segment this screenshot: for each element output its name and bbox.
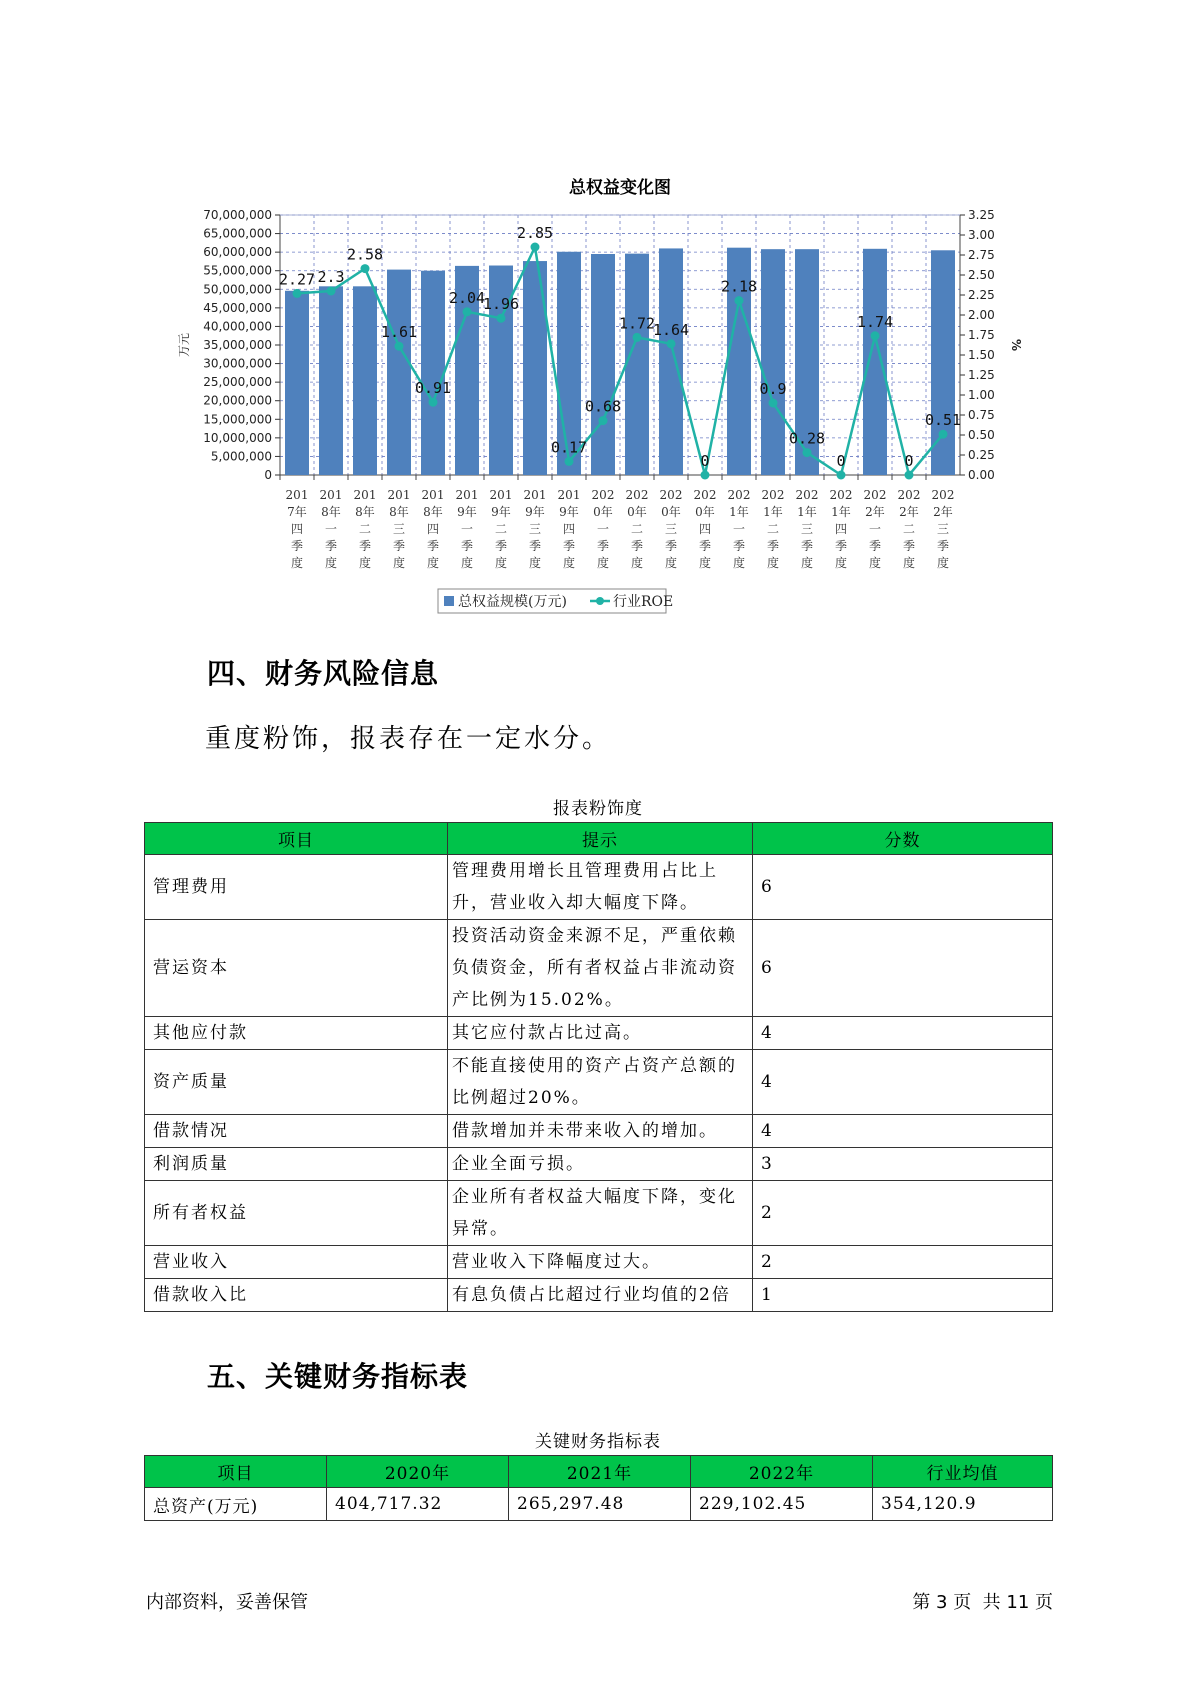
- x-tick-label: 度: [528, 556, 542, 570]
- x-tick-label: 0年: [627, 505, 647, 519]
- roe-point: [497, 314, 506, 323]
- risk-score: 3: [753, 1148, 1053, 1181]
- y-axis-right-label: %: [1009, 338, 1023, 352]
- table-row: [145, 1148, 1053, 1181]
- left-tick-label: 15,000,000: [203, 412, 272, 427]
- table-row: [145, 1017, 1053, 1050]
- bar: [421, 271, 445, 475]
- right-tick-label: 2.00: [968, 308, 995, 322]
- left-tick-label: 50,000,000: [203, 282, 272, 297]
- x-tick-label: 7年: [287, 505, 307, 519]
- left-tick-label: 25,000,000: [203, 375, 272, 390]
- risk-score: 4: [753, 1050, 1053, 1115]
- right-tick-label: 1.25: [968, 368, 995, 382]
- table-row: [145, 1246, 1053, 1279]
- risk-item: 营运资本: [145, 920, 448, 1017]
- left-tick-label: 10,000,000: [203, 430, 272, 445]
- section4-heading: 四、财务风险信息: [207, 657, 440, 690]
- roe-data-label: 2.27: [278, 270, 316, 289]
- x-tick-label: 度: [766, 556, 780, 570]
- roe-point: [565, 457, 574, 466]
- x-tick-label: 度: [664, 556, 678, 570]
- x-tick-label: 度: [290, 556, 304, 570]
- x-tick-label: 2年: [865, 505, 885, 519]
- header-item: 项目: [145, 1456, 327, 1488]
- bar: [761, 249, 785, 475]
- x-tick-label: 202: [863, 488, 887, 502]
- bar: [353, 286, 377, 475]
- right-tick-label: 1.75: [968, 328, 995, 342]
- roe-data-label: 1.61: [380, 323, 418, 342]
- x-tick-label: 二: [358, 522, 372, 536]
- roe-point: [463, 307, 472, 316]
- roe-point: [837, 471, 846, 480]
- x-tick-label: 季: [936, 539, 950, 553]
- x-tick-label: 8年: [423, 505, 443, 519]
- roe-point: [633, 333, 642, 342]
- roe-data-label: 0.68: [584, 397, 622, 416]
- header-2022: 2022年: [691, 1456, 873, 1488]
- x-tick-label: 季: [698, 539, 712, 553]
- kfi-2020: 404,717.32: [327, 1488, 509, 1521]
- right-tick-label: 1.00: [968, 388, 995, 402]
- bar: [285, 291, 309, 475]
- roe-point: [429, 398, 438, 407]
- right-tick-label: 2.50: [968, 268, 995, 282]
- right-tick-label: 3.25: [968, 208, 995, 222]
- table-row: [145, 1181, 1053, 1246]
- x-tick-label: 度: [494, 556, 508, 570]
- x-tick-label: 四: [426, 522, 440, 536]
- risk-hint: 不能直接使用的资产占资产总额的比例超过20%。: [448, 1050, 753, 1115]
- x-tick-label: 9年: [559, 505, 579, 519]
- right-tick-label: 3.00: [968, 228, 995, 242]
- roe-point: [701, 471, 710, 480]
- risk-item: 营业收入: [145, 1246, 448, 1279]
- x-tick-label: 度: [596, 556, 610, 570]
- x-tick-label: 四: [834, 522, 848, 536]
- x-tick-label: 202: [931, 488, 955, 502]
- x-tick-label: 201: [387, 488, 411, 502]
- risk-table-caption: 报表粉饰度: [553, 799, 643, 819]
- x-tick-label: 季: [766, 539, 780, 553]
- x-tick-label: 季: [732, 539, 746, 553]
- header-industry-avg: 行业均值: [873, 1456, 1053, 1488]
- table-row: [145, 1115, 1053, 1148]
- left-tick-label: 30,000,000: [203, 356, 272, 371]
- x-tick-label: 度: [902, 556, 916, 570]
- roe-data-label: 1.74: [856, 312, 894, 331]
- left-tick-label: 5,000,000: [210, 449, 272, 464]
- x-tick-label: 202: [897, 488, 921, 502]
- bar: [863, 249, 887, 475]
- x-tick-label: 202: [761, 488, 785, 502]
- roe-point: [531, 243, 540, 252]
- risk-item: 所有者权益: [145, 1181, 448, 1246]
- x-tick-label: 季: [290, 539, 304, 553]
- left-tick-label: 60,000,000: [203, 245, 272, 260]
- x-tick-label: 季: [868, 539, 882, 553]
- left-tick-label: 0: [264, 468, 272, 482]
- risk-item: 管理费用: [145, 855, 448, 920]
- x-tick-label: 季: [358, 539, 372, 553]
- risk-item: 其他应付款: [145, 1017, 448, 1050]
- x-tick-label: 三: [528, 522, 542, 536]
- roe-point: [293, 289, 302, 298]
- x-tick-label: 一: [732, 522, 746, 536]
- x-tick-label: 8年: [389, 505, 409, 519]
- roe-data-label: 1.96: [482, 295, 520, 314]
- legend-line-marker: [596, 597, 604, 605]
- legend-bar-label: 总权益规模(万元): [458, 594, 567, 610]
- right-tick-label: 0.25: [968, 448, 995, 462]
- roe-point: [769, 399, 778, 408]
- x-tick-label: 度: [324, 556, 338, 570]
- x-tick-label: 201: [455, 488, 479, 502]
- bar: [659, 248, 683, 475]
- risk-hint: 管理费用增长且管理费用占比上升，营业收入却大幅度下降。: [448, 855, 753, 920]
- risk-score: 2: [753, 1181, 1053, 1246]
- table-row: [145, 855, 1053, 920]
- x-tick-label: 202: [795, 488, 819, 502]
- risk-hint: 营业收入下降幅度过大。: [448, 1246, 753, 1279]
- risk-hint: 其它应付款占比过高。: [448, 1017, 753, 1050]
- risk-item: 借款情况: [145, 1115, 448, 1148]
- x-tick-label: 0年: [695, 505, 715, 519]
- risk-hint: 借款增加并未带来收入的增加。: [448, 1115, 753, 1148]
- roe-point: [905, 471, 914, 480]
- roe-point: [599, 416, 608, 425]
- x-tick-label: 季: [562, 539, 576, 553]
- x-tick-label: 1年: [831, 505, 851, 519]
- equity-chart: [170, 165, 1030, 625]
- left-tick-label: 40,000,000: [203, 319, 272, 334]
- x-tick-label: 季: [800, 539, 814, 553]
- x-tick-label: 度: [630, 556, 644, 570]
- x-tick-label: 度: [834, 556, 848, 570]
- right-tick-label: 1.50: [968, 348, 995, 362]
- roe-point: [803, 448, 812, 457]
- x-tick-label: 202: [693, 488, 717, 502]
- left-tick-label: 45,000,000: [203, 300, 272, 315]
- x-tick-label: 2年: [899, 505, 919, 519]
- risk-score: 4: [753, 1017, 1053, 1050]
- risk-hint: 企业全面亏损。: [448, 1148, 753, 1181]
- bar: [387, 270, 411, 475]
- table-row: [145, 1279, 1053, 1312]
- risk-summary: 重度粉饰，报表存在一定水分。: [205, 724, 612, 754]
- bar: [319, 286, 343, 475]
- roe-point: [395, 342, 404, 351]
- x-tick-label: 四: [562, 522, 576, 536]
- roe-data-label: 2.58: [346, 245, 384, 264]
- left-tick-label: 20,000,000: [203, 393, 272, 408]
- left-tick-label: 65,000,000: [203, 226, 272, 241]
- x-tick-label: 度: [392, 556, 406, 570]
- x-tick-label: 201: [489, 488, 513, 502]
- x-tick-label: 202: [829, 488, 853, 502]
- risk-score: 1: [753, 1279, 1053, 1312]
- x-tick-label: 季: [630, 539, 644, 553]
- roe-data-label: 0: [836, 452, 846, 470]
- roe-data-label: 1.64: [652, 320, 690, 339]
- x-tick-label: 度: [698, 556, 712, 570]
- roe-data-label: 0.17: [550, 438, 588, 457]
- legend-line-label: 行业ROE: [613, 594, 674, 610]
- x-tick-label: 季: [664, 539, 678, 553]
- x-tick-label: 季: [460, 539, 474, 553]
- table-row: [145, 1488, 1053, 1521]
- x-tick-label: 季: [834, 539, 848, 553]
- x-tick-label: 二: [494, 522, 508, 536]
- chart-title: 总权益变化图: [569, 178, 671, 198]
- x-tick-label: 1年: [729, 505, 749, 519]
- left-tick-label: 35,000,000: [203, 338, 272, 352]
- x-tick-label: 度: [426, 556, 440, 570]
- x-tick-label: 202: [591, 488, 615, 502]
- risk-hint: 投资活动资金来源不足，严重依赖负债资金，所有者权益占非流动资产比例为15.02%。: [448, 920, 753, 1017]
- x-tick-label: 201: [285, 488, 309, 502]
- risk-score: 4: [753, 1115, 1053, 1148]
- x-tick-label: 三: [936, 522, 950, 536]
- x-tick-label: 一: [596, 522, 610, 536]
- kfi-2021: 265,297.48: [509, 1488, 691, 1521]
- kfi-table-caption: 关键财务指标表: [535, 1432, 661, 1452]
- header-2020: 2020年: [327, 1456, 509, 1488]
- risk-table: [144, 822, 1053, 1312]
- x-tick-label: 度: [800, 556, 814, 570]
- roe-point: [667, 339, 676, 348]
- table-row: [145, 1050, 1053, 1115]
- equity-chart-svg: [170, 165, 1030, 625]
- x-tick-label: 201: [353, 488, 377, 502]
- legend-bar-swatch: [444, 596, 454, 606]
- roe-point: [327, 287, 336, 296]
- x-tick-label: 季: [494, 539, 508, 553]
- roe-data-label: 1.72: [618, 314, 656, 333]
- x-tick-label: 一: [324, 522, 338, 536]
- roe-data-label: 0.51: [924, 411, 962, 430]
- x-tick-label: 三: [392, 522, 406, 536]
- x-tick-label: 8年: [321, 505, 341, 519]
- x-tick-label: 季: [902, 539, 916, 553]
- x-tick-label: 8年: [355, 505, 375, 519]
- x-tick-label: 度: [460, 556, 474, 570]
- risk-item: 资产质量: [145, 1050, 448, 1115]
- right-tick-label: 0.75: [968, 408, 995, 422]
- x-tick-label: 度: [868, 556, 882, 570]
- x-tick-label: 季: [324, 539, 338, 553]
- right-tick-label: 0.00: [968, 468, 995, 482]
- x-tick-label: 一: [868, 522, 882, 536]
- risk-table-header: [145, 823, 1053, 855]
- x-tick-label: 一: [460, 522, 474, 536]
- header-hint: 提示: [448, 823, 753, 855]
- x-tick-label: 202: [659, 488, 683, 502]
- x-tick-label: 季: [392, 539, 406, 553]
- roe-point: [871, 331, 880, 340]
- bar: [591, 254, 615, 475]
- right-tick-label: 2.75: [968, 248, 995, 262]
- right-tick-label: 2.25: [968, 288, 995, 302]
- header-item: 项目: [145, 823, 448, 855]
- x-tick-label: 季: [528, 539, 542, 553]
- roe-data-label: 0.28: [788, 429, 826, 448]
- y-axis-left-label: 万元: [177, 332, 191, 358]
- x-tick-label: 9年: [491, 505, 511, 519]
- x-tick-label: 202: [727, 488, 751, 502]
- x-tick-label: 度: [936, 556, 950, 570]
- roe-data-label: 2.3: [317, 268, 345, 286]
- x-tick-label: 二: [902, 522, 916, 536]
- header-2021: 2021年: [509, 1456, 691, 1488]
- roe-data-label: 0.91: [414, 379, 452, 398]
- header-score: 分数: [753, 823, 1053, 855]
- x-tick-label: 1年: [797, 505, 817, 519]
- section5-heading: 五、关键财务指标表: [207, 1360, 469, 1393]
- left-tick-label: 55,000,000: [203, 263, 272, 278]
- x-tick-label: 1年: [763, 505, 783, 519]
- x-tick-label: 2年: [933, 505, 953, 519]
- x-tick-label: 四: [290, 522, 304, 536]
- x-tick-label: 四: [698, 522, 712, 536]
- x-tick-label: 0年: [661, 505, 681, 519]
- risk-item: 借款收入比: [145, 1279, 448, 1312]
- x-tick-label: 201: [319, 488, 343, 502]
- kfi-table-header: [145, 1456, 1053, 1488]
- x-tick-label: 0年: [593, 505, 613, 519]
- roe-data-label: 0: [904, 452, 914, 470]
- roe-point: [735, 296, 744, 305]
- risk-hint: 有息负债占比超过行业均值的2倍: [448, 1279, 753, 1312]
- kfi-2022: 229,102.45: [691, 1488, 873, 1521]
- roe-data-label: 0: [700, 452, 710, 470]
- x-tick-label: 二: [630, 522, 644, 536]
- bar: [625, 254, 649, 475]
- x-tick-label: 202: [625, 488, 649, 502]
- table-row: [145, 920, 1053, 1017]
- x-tick-label: 9年: [457, 505, 477, 519]
- kfi-avg: 354,120.9: [873, 1488, 1053, 1521]
- roe-point: [361, 264, 370, 273]
- roe-data-label: 2.85: [516, 224, 554, 242]
- x-tick-label: 9年: [525, 505, 545, 519]
- kfi-item: 总资产(万元): [145, 1488, 327, 1521]
- x-tick-label: 度: [562, 556, 576, 570]
- x-tick-label: 201: [421, 488, 445, 502]
- right-tick-label: 0.50: [968, 428, 995, 442]
- x-tick-label: 度: [732, 556, 746, 570]
- roe-data-label: 2.04: [448, 288, 486, 307]
- x-tick-label: 三: [800, 522, 814, 536]
- risk-score: 6: [753, 855, 1053, 920]
- x-tick-label: 201: [523, 488, 547, 502]
- roe-data-label: 0.9: [759, 380, 787, 398]
- footer-page-number: 第 3 页 共 11 页: [912, 1592, 1053, 1613]
- risk-hint: 企业所有者权益大幅度下降，变化异常。: [448, 1181, 753, 1246]
- risk-score: 2: [753, 1246, 1053, 1279]
- risk-score: 6: [753, 920, 1053, 1017]
- roe-data-label: 2.18: [720, 277, 758, 296]
- kfi-table: [144, 1455, 1053, 1521]
- x-tick-label: 季: [426, 539, 440, 553]
- risk-item: 利润质量: [145, 1148, 448, 1181]
- footer-confidential: 内部资料，妥善保管: [146, 1592, 308, 1613]
- x-tick-label: 201: [557, 488, 581, 502]
- x-tick-label: 二: [766, 522, 780, 536]
- bar: [931, 250, 955, 475]
- x-tick-label: 季: [596, 539, 610, 553]
- x-tick-label: 度: [358, 556, 372, 570]
- left-tick-label: 70,000,000: [203, 208, 272, 222]
- roe-point: [939, 430, 948, 439]
- x-tick-label: 三: [664, 522, 678, 536]
